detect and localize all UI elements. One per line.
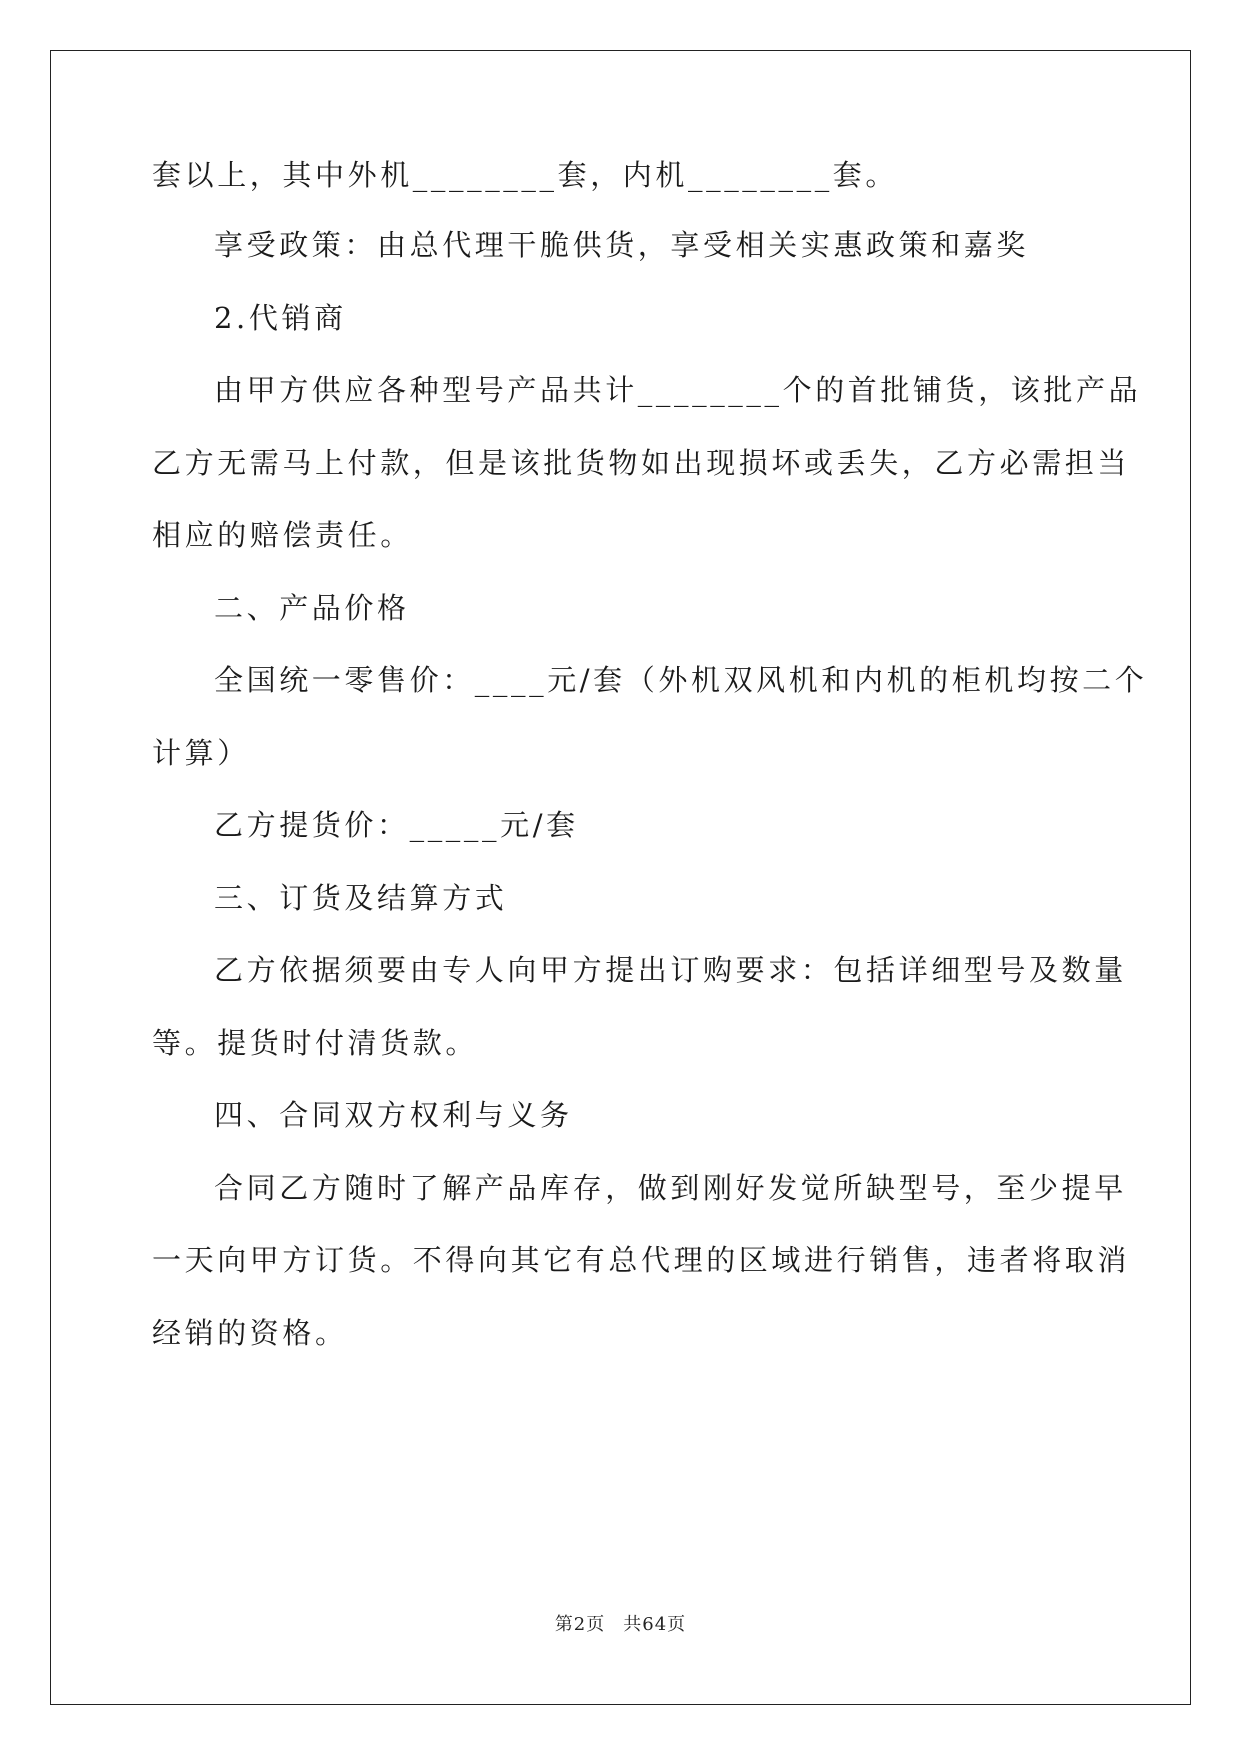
paragraph-line: 计算）	[152, 736, 250, 770]
paragraph-line: 等。提货时付清货款。	[152, 1026, 479, 1060]
paragraph-line: 经销的资格。	[152, 1316, 348, 1350]
paragraph-line: 乙方依据须要由专人向甲方提出订购要求：包括详细型号及数量	[214, 953, 1127, 987]
paragraph-line: 享受政策：由总代理干脆供货，享受相关实惠政策和嘉奖	[214, 228, 1030, 262]
paragraph-line: 由甲方供应各种型号产品共计________个的首批铺货，该批产品	[214, 373, 1142, 407]
section-heading: 三、订货及结算方式	[214, 881, 508, 915]
section-heading: 四、合同双方权利与义务	[214, 1098, 573, 1132]
paragraph-line: 一天向甲方订货。不得向其它有总代理的区域进行销售，违者将取消	[152, 1243, 1131, 1277]
paragraph-line: 套以上，其中外机________套，内机________套。	[152, 158, 899, 192]
paragraph-line: 乙方无需马上付款，但是该批货物如出现损坏或丢失，乙方必需担当	[152, 446, 1131, 480]
paragraph-line: 相应的赔偿责任。	[152, 518, 413, 552]
paragraph-line: 乙方提货价：_____元/套	[214, 808, 579, 842]
paragraph-line: 合同乙方随时了解产品库存，做到刚好发觉所缺型号，至少提早	[214, 1171, 1127, 1205]
page-total: 共64页	[623, 1614, 687, 1635]
section-heading: 二、产品价格	[214, 591, 410, 625]
paragraph-line: 全国统一零售价：____元/套（外机双风机和内机的柜机均按二个	[214, 663, 1148, 697]
page-footer	[0, 1610, 1241, 1636]
page-number: 第2页	[554, 1614, 606, 1635]
paragraph-line: 2.代销商	[214, 301, 347, 335]
